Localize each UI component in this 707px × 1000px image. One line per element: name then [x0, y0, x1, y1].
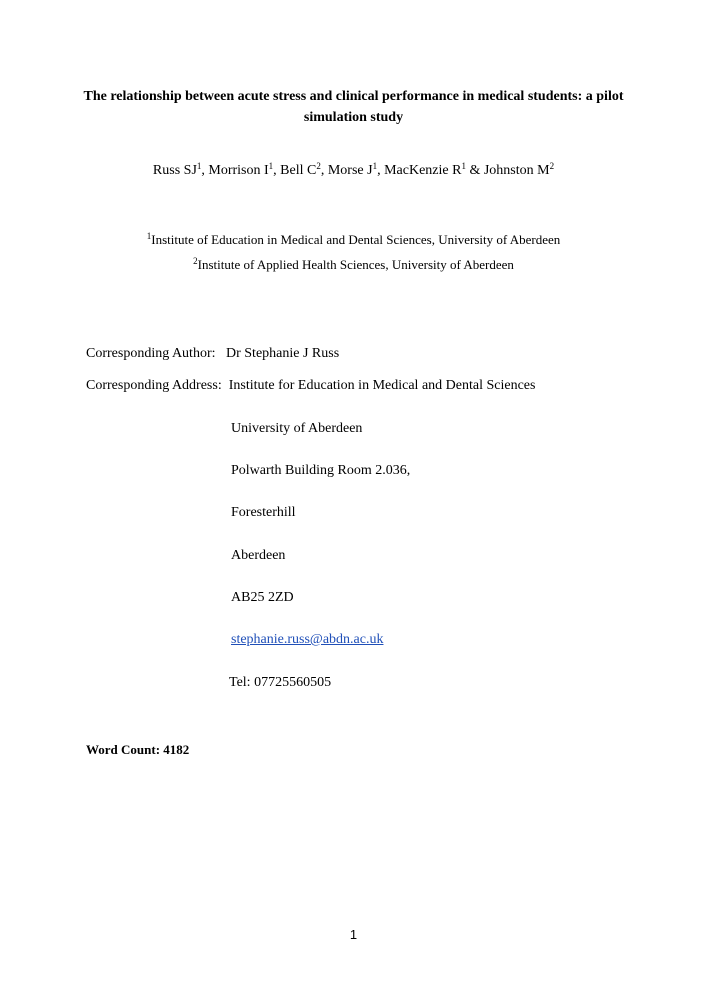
- author-name: Morrison I: [208, 163, 269, 178]
- telephone: Tel: 07725560505: [229, 675, 332, 690]
- author-name: Johnston M: [483, 163, 550, 178]
- email-link[interactable]: [231, 632, 383, 648]
- paper-title: The relationship between acute stress and clinical performance in medical students: a pilot simulation study: [83, 89, 624, 125]
- affiliation-marker: 1: [146, 231, 152, 241]
- word-count: Word Count: 4182: [86, 742, 190, 757]
- address-line: Foresterhill: [231, 505, 296, 520]
- author-list: Russ $SJ^1$, Morrison $I^1$, Bell $C^2$, Morse $J^1$, MacKenzie $R^1$ & Johnston $M^2$: [152, 161, 555, 178]
- author-name: Bell C: [280, 163, 317, 178]
- address-line: Polwarth Building Room 2.036,: [231, 463, 411, 478]
- corresponding-address-row: [86, 378, 535, 394]
- author-affiliation-marker: 2: [549, 161, 555, 171]
- corresponding-author-name: Dr Stephanie J Russ: [226, 346, 340, 361]
- author-affiliation-marker: 1: [461, 161, 466, 171]
- corresponding-author-row: [86, 346, 339, 362]
- email-link-text[interactable]: stephanie.russ@abdn.ac.uk: [231, 632, 384, 647]
- author-affiliation-marker: 1: [268, 161, 274, 171]
- affiliation-2: [0, 256, 707, 273]
- affiliation-1: [0, 231, 707, 248]
- page-number: 1: [349, 927, 358, 942]
- author-affiliation-marker: 2: [316, 161, 321, 171]
- address-line: AB25 2ZD: [231, 590, 294, 605]
- author-name: Morse J: [327, 163, 373, 178]
- affiliation-marker: 2: [193, 256, 198, 266]
- address-line: Aberdeen: [231, 548, 286, 563]
- address-line: Institute for Education in Medical and Dental Sciences: [228, 378, 536, 393]
- corresponding-address-label: Corresponding Address:: [86, 378, 222, 393]
- author-name: MacKenzie R: [384, 163, 462, 178]
- affiliation-text: Institute of Education in Medical and Dental Sciences, University of Aberdeen: [151, 232, 561, 247]
- affiliation-text: Institute of Applied Health Sciences, University of Aberdeen: [197, 257, 514, 272]
- author-affiliation-marker: 1: [372, 161, 378, 171]
- address-line: University of Aberdeen: [231, 421, 363, 436]
- corresponding-author-label: Corresponding Author:: [86, 346, 216, 361]
- author-name: Russ SJ: [152, 163, 197, 178]
- author-affiliation-marker: 1: [196, 161, 202, 171]
